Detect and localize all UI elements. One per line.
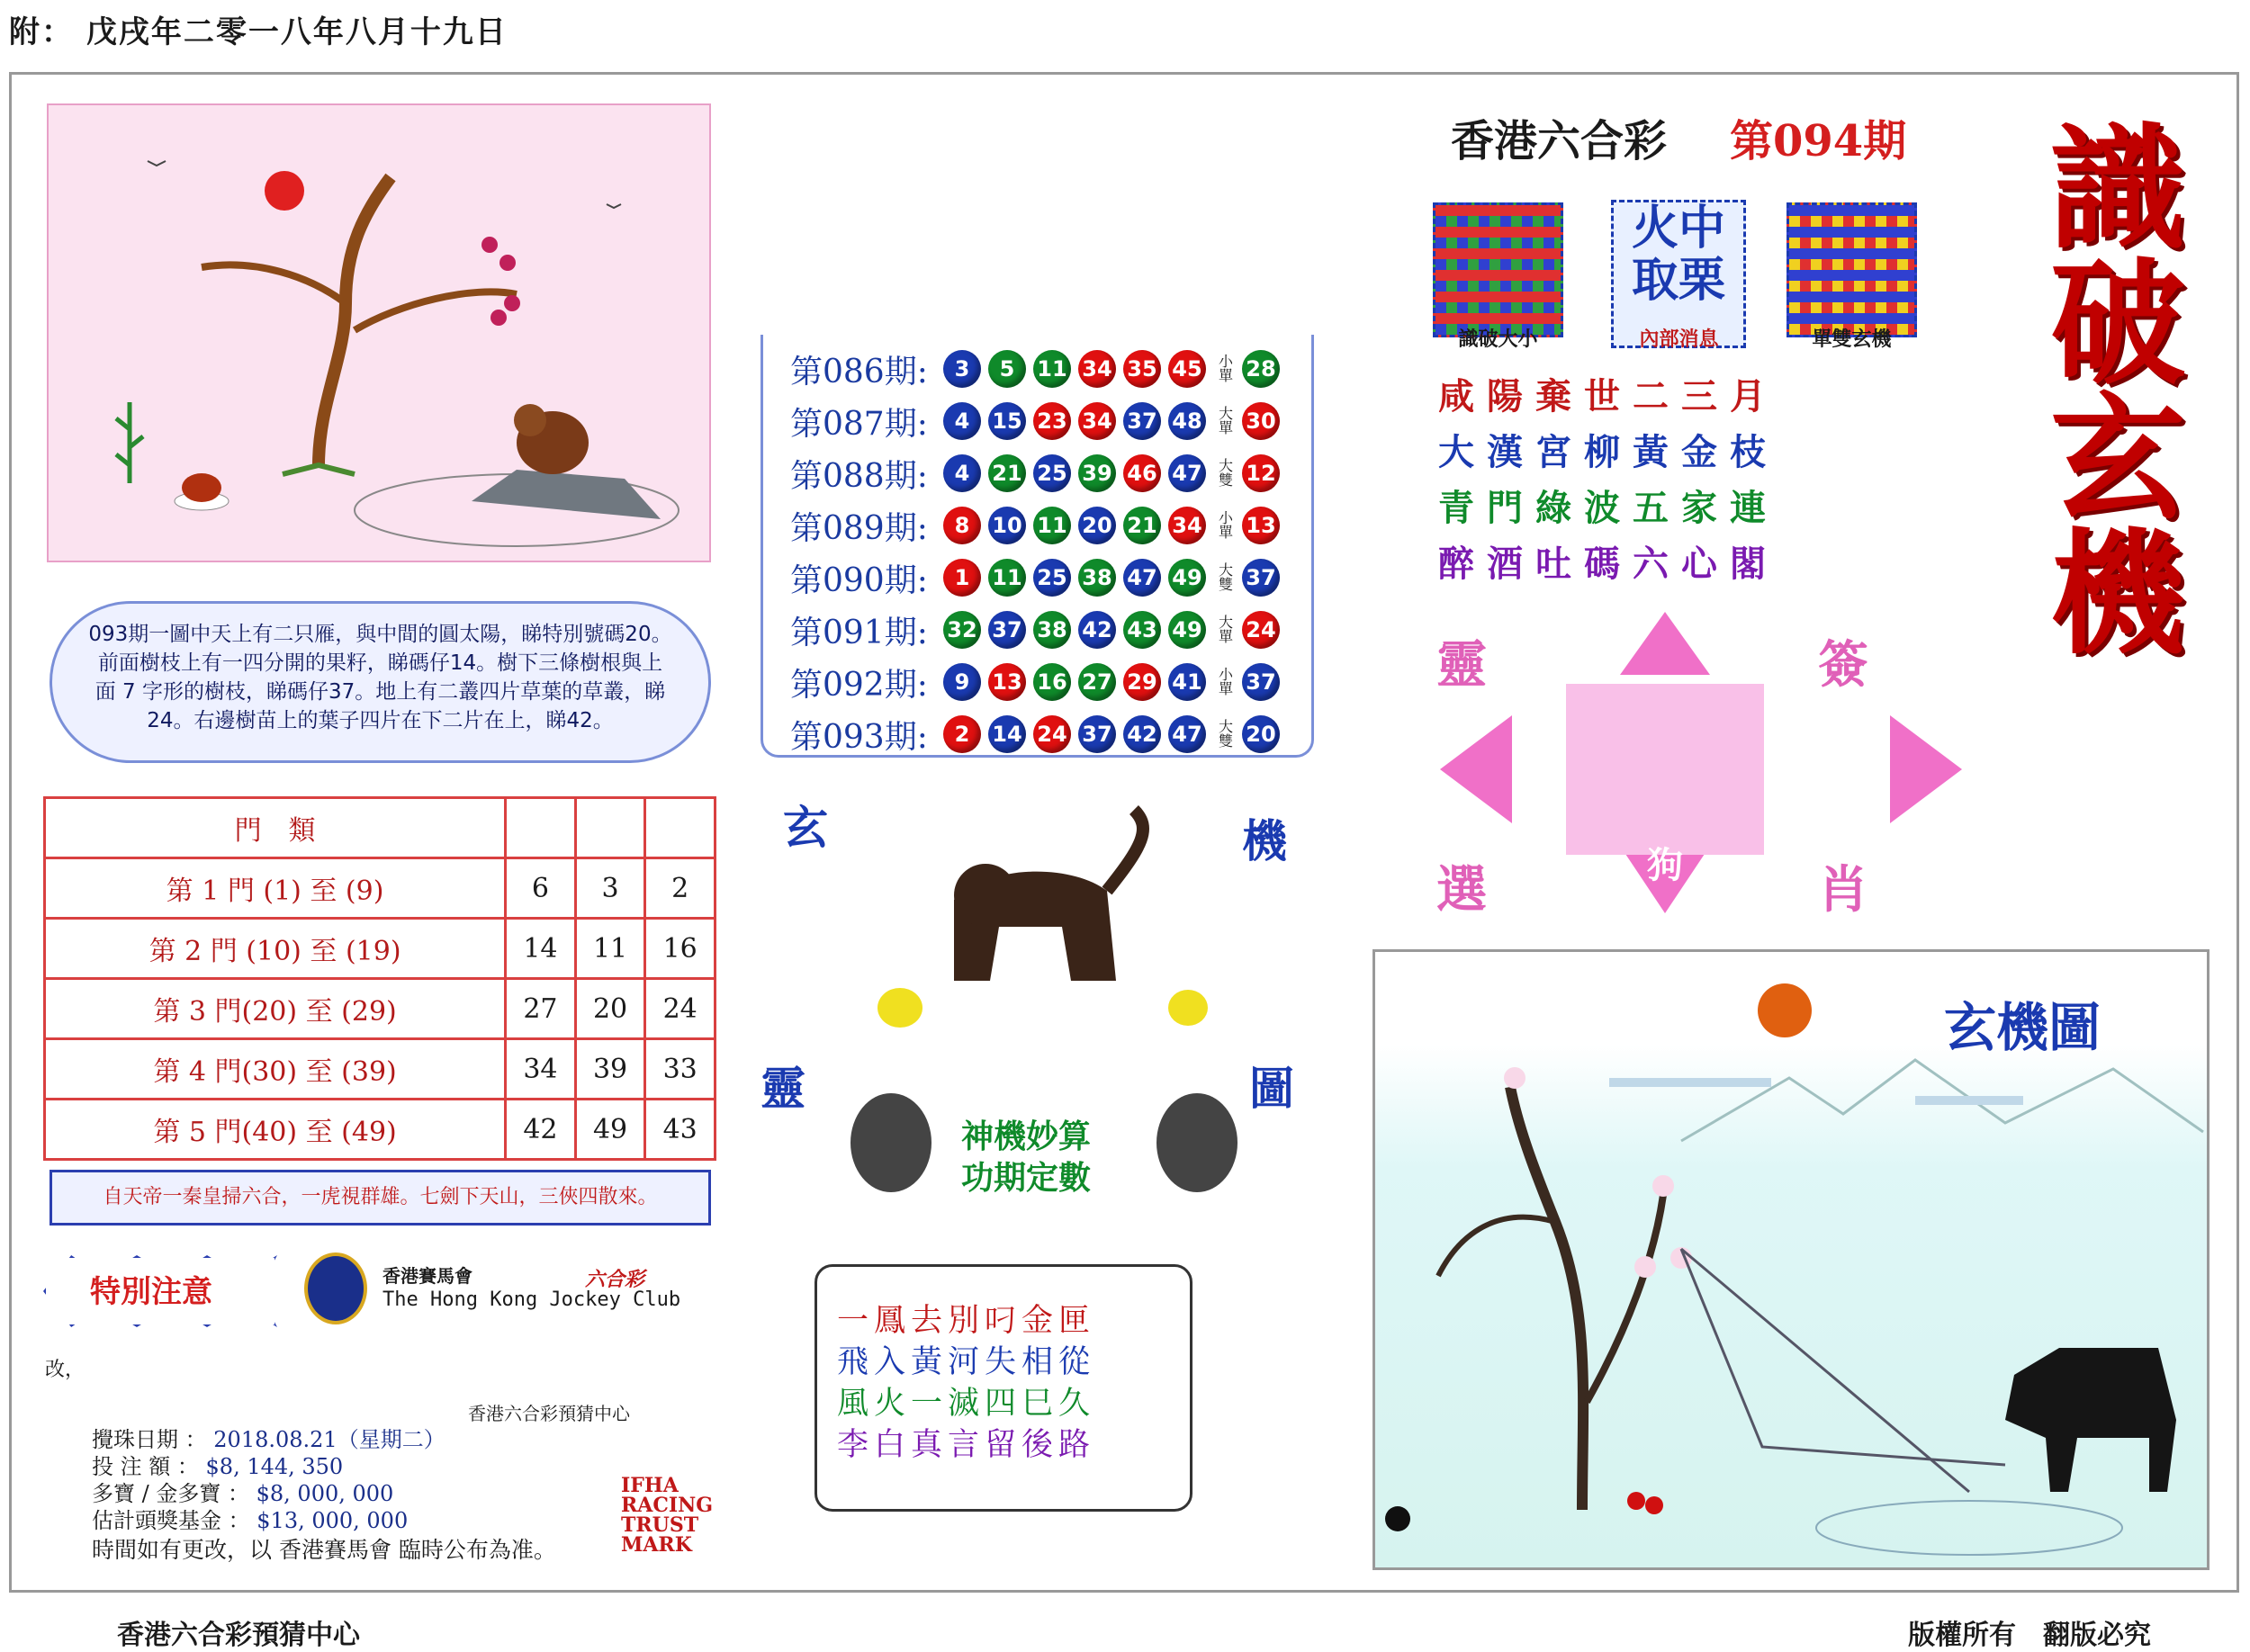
result-tag: 大單 [1218, 614, 1233, 645]
notice-text: 改， [45, 1359, 86, 1381]
special-number-ball: 24 [1242, 611, 1280, 649]
result-row [790, 606, 1287, 653]
special-number-ball: 37 [1242, 663, 1280, 701]
mid-char-tu: 圖 [1249, 1062, 1294, 1115]
riddle-poem: 咸陽棄世二三月 大漢宮柳黃金枝 青門綠波五家連 醉酒吐碼六心閣 [1438, 375, 1778, 585]
poem-text: 一鳳去別叼金匣 飛入黃河失相從 風火一滅四巳久 李白真言留後路 [837, 1303, 1096, 1463]
number-ball: 45 [1168, 350, 1206, 388]
mid-slogan: 神機妙算 功期定數 [960, 1118, 1091, 1197]
number-ball: 11 [988, 559, 1026, 597]
number-ball: 37 [1078, 715, 1116, 753]
footer-left: 香港六合彩預猜中心 [117, 1620, 360, 1651]
number-ball: 47 [1168, 454, 1206, 492]
footer-right: 版權所有 翻版必究 [1908, 1620, 2151, 1651]
number-ball: 35 [1123, 350, 1161, 388]
number-ball: 38 [1078, 559, 1116, 597]
result-issue-label: 第093期: [790, 718, 928, 756]
result-row [790, 398, 1287, 444]
past-results-panel [760, 335, 1314, 758]
number-ball: 46 [1123, 454, 1161, 492]
number-ball: 34 [1078, 402, 1116, 440]
result-row [790, 554, 1287, 601]
result-tag: 小單 [1218, 666, 1233, 697]
result-issue-label: 第092期: [790, 666, 928, 704]
result-issue-label: 第086期: [790, 353, 928, 391]
result-issue-label: 第090期: [790, 561, 928, 599]
number-ball: 32 [943, 611, 981, 649]
number-ball: 49 [1168, 559, 1206, 597]
number-ball: 49 [1168, 611, 1206, 649]
number-ball: 38 [1033, 611, 1071, 649]
table-row: 第 3 門(20) 至 (29) 27 20 24 [45, 979, 716, 1039]
number-ball: 8 [943, 507, 981, 544]
lottery-title: 香港六合彩 [1451, 116, 1668, 166]
number-ball: 13 [988, 663, 1026, 701]
special-number-ball: 20 [1242, 715, 1280, 753]
number-ball: 34 [1168, 507, 1206, 544]
compass-arrows [1431, 603, 1971, 922]
special-notice-label: 特別注意 [90, 1274, 212, 1310]
number-ball: 37 [988, 611, 1026, 649]
table-row: 第 5 門(40) 至 (49) 42 49 43 [45, 1100, 716, 1160]
result-issue-label: 第089期: [790, 509, 928, 547]
qr-odd-even-code [1786, 202, 1917, 337]
number-ball: 15 [988, 402, 1026, 440]
jockey-club-name-en: The Hong Kong Jockey Club [382, 1288, 681, 1311]
number-ball: 20 [1078, 507, 1116, 544]
number-ball: 39 [1078, 454, 1116, 492]
number-ball: 47 [1168, 715, 1206, 753]
jockey-club-name-cn: 香港賽馬會 [382, 1265, 472, 1287]
number-ball: 42 [1123, 715, 1161, 753]
number-ball: 21 [988, 454, 1026, 492]
number-ball: 34 [1078, 350, 1116, 388]
char-xiao: 肖 [1818, 860, 1868, 920]
qr-size-label: 識破大小 [1458, 328, 1538, 351]
result-tag: 小單 [1218, 509, 1233, 541]
special-number-ball: 12 [1242, 454, 1280, 492]
header-date: 附： 戊戌年二零一八年八月十九日 [9, 14, 508, 50]
table-row: 第 1 門 (1) 至 (9) 6 3 2 [45, 858, 716, 919]
result-tag: 小單 [1218, 353, 1233, 384]
number-ball: 23 [1033, 402, 1071, 440]
tree-sun-drawing [49, 105, 709, 561]
number-ball: 11 [1033, 507, 1071, 544]
number-ball: 16 [1033, 663, 1071, 701]
result-row [790, 659, 1287, 705]
number-ball: 4 [943, 402, 981, 440]
mark-six-logo: 六合彩 [585, 1268, 645, 1291]
special-number-ball: 37 [1242, 559, 1280, 597]
number-ball: 25 [1033, 559, 1071, 597]
number-ball: 48 [1168, 402, 1206, 440]
number-ball: 24 [1033, 715, 1071, 753]
special-number-ball: 30 [1242, 402, 1280, 440]
result-row [790, 711, 1287, 758]
mid-char-ling: 靈 [760, 1062, 806, 1115]
result-tag: 大雙 [1218, 457, 1233, 489]
draw-info: 攪珠日期 ： 2018.08.21（星期二） 投 注 額 ： $8, 144, 350 多寶 / 金多寶 ： $8, 000, 000 估計頭獎基金 ： $13, 000, 000 [92, 1427, 446, 1533]
table-row: 第 2 門 (10) 至 (19) 14 11 16 [45, 919, 716, 979]
number-ball: 47 [1123, 559, 1161, 597]
number-ball: 1 [943, 559, 981, 597]
number-ball: 9 [943, 663, 981, 701]
result-tag: 大雙 [1218, 718, 1233, 750]
number-ball: 3 [943, 350, 981, 388]
special-number-ball: 28 [1242, 350, 1280, 388]
result-tag: 大雙 [1218, 561, 1233, 593]
number-ball: 43 [1123, 611, 1161, 649]
result-issue-label: 第087期: [790, 405, 928, 443]
notice-signature: 香港六合彩預猜中心 [468, 1403, 630, 1424]
mid-char-ji: 機 [1242, 814, 1287, 867]
result-issue-label: 第091期: [790, 614, 928, 651]
number-ball: 4 [943, 454, 981, 492]
draw-note: 時間如有更改，以 香港賽馬會 臨時公布為准。 [92, 1537, 556, 1563]
number-ball: 10 [988, 507, 1026, 544]
number-ball: 37 [1123, 402, 1161, 440]
number-ball: 11 [1033, 350, 1071, 388]
result-issue-label: 第088期: [790, 457, 928, 495]
qr-odd-even-label: 單雙玄機 [1812, 328, 1892, 351]
table-row: 第 4 門(30) 至 (39) 34 39 33 [45, 1039, 716, 1100]
number-ball: 29 [1123, 663, 1161, 701]
number-ball: 5 [988, 350, 1026, 388]
mid-char-xuan: 玄 [783, 801, 828, 854]
slogan-banner: 自天帝一秦皇掃六合，一虎視群雄。七劍下天山，三俠四散來。 [50, 1170, 711, 1226]
char-gou: 狗 [1647, 844, 1683, 886]
number-ball: 14 [988, 715, 1026, 753]
riddle-caption: 093期一圖中天上有二只雁，與中間的圓太陽，睇特別號碼20。前面樹枝上有一四分開的果籽，睇碼仔14。樹下三條樹根與上面 7 字形的樹枝，睇碼仔37。地上有二叢四片草葉的草叢，睇24。右邊樹苗上的葉子四片在下二片在上，睇42。 [50, 601, 711, 763]
number-ball: 21 [1123, 507, 1161, 544]
char-xuan: 選 [1436, 860, 1487, 920]
result-row [790, 346, 1287, 392]
number-ball: 2 [943, 715, 981, 753]
gate-table [43, 796, 716, 1161]
mystery-picture-title: 玄機圖 [1944, 997, 2102, 1058]
fire-chestnut-box: 火中取栗 [1611, 200, 1746, 348]
issue-number: 第094期 [1730, 116, 1907, 166]
jockey-club-logo [304, 1252, 367, 1324]
number-ball: 41 [1168, 663, 1206, 701]
number-ball: 42 [1078, 611, 1116, 649]
char-zhu: 豬 [1827, 754, 1863, 796]
vertical-title: 識破玄機 [2027, 117, 2185, 657]
table-header: 門 類 [45, 798, 506, 858]
char-ling: 靈 [1436, 635, 1487, 695]
result-row [790, 502, 1287, 549]
riddle-illustration [47, 103, 711, 562]
char-qian: 簽 [1818, 635, 1868, 695]
number-ball: 25 [1033, 454, 1071, 492]
number-ball: 27 [1078, 663, 1116, 701]
result-tag: 大單 [1218, 405, 1233, 436]
ifha-logo: IFHA RACING TRUST MARK [621, 1474, 714, 1557]
qr-size-code [1433, 202, 1563, 337]
result-row [790, 450, 1287, 497]
inside-news-label: 內部消息 [1639, 328, 1719, 351]
special-number-ball: 13 [1242, 507, 1280, 544]
